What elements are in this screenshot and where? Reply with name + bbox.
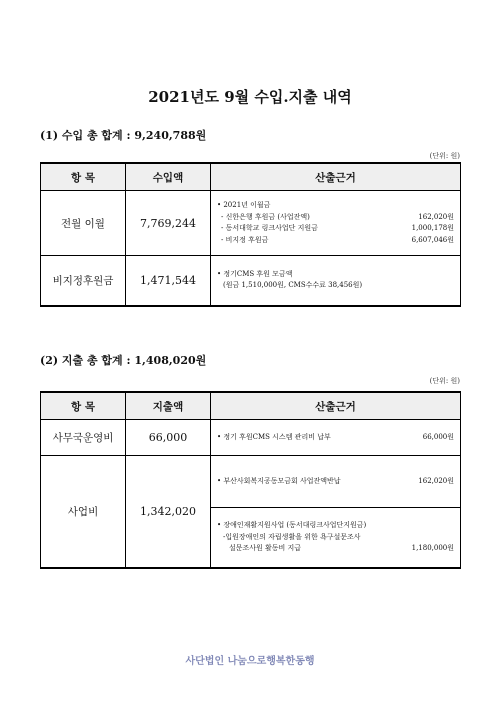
income-basis (211, 191, 461, 256)
basis-detail (217, 223, 454, 235)
basis-detail-value: 1,180,000원 (411, 544, 454, 552)
basis-line: (원금 1,510,000원, CMS수수료 38,456원) (223, 281, 363, 290)
basis-line: • 장애인재활지원사업 (동서대링크사업단지원금) (217, 521, 367, 529)
table-row (41, 420, 461, 456)
basis-detail-value: 6,607,046원 (411, 235, 454, 244)
income-category: 비지정후원금 (41, 256, 126, 306)
income-amount: 7,769,244 (126, 191, 211, 256)
basis-detail-value: 162,020원 (418, 212, 454, 221)
basis-detail-label: • 정기 후원CMS 시스템 관리비 납부 (217, 432, 331, 441)
expense-header-row (41, 392, 461, 420)
basis-line: -입원장애인의 자립생활을 위한 욕구설문조사 (223, 532, 361, 541)
income-basis (211, 256, 461, 306)
basis-detail (217, 476, 454, 488)
basis-detail-label: - 신한은행 후원금 (사업잔액) (221, 212, 310, 221)
basis-detail-label: • 부산사회복지공동모금회 사업잔액반납 (217, 476, 341, 485)
table-row (41, 256, 461, 306)
income-amount: 1,471,544 (126, 256, 211, 306)
expense-header-item: 항 목 (41, 392, 126, 420)
expense-amount: 66,000 (126, 420, 211, 456)
basis-detail-label: 설문조사원 활동비 지급 (229, 544, 302, 552)
page-title: 2021년도 9월 수입.지출 내역 (148, 88, 352, 106)
basis-detail-value: 66,000원 (422, 432, 454, 441)
expense-header-basis: 산출근거 (211, 392, 461, 420)
expense-header-amount: 지출액 (126, 392, 211, 420)
income-unit-note: (단위: 원) (429, 152, 460, 160)
expense-table (40, 391, 461, 569)
expense-category: 사무국운영비 (41, 420, 126, 456)
basis-detail (217, 432, 454, 444)
basis-detail (217, 235, 454, 247)
expense-basis (211, 420, 461, 456)
basis-detail (217, 212, 454, 224)
income-header-row (41, 163, 461, 191)
basis-detail-label: - 비지정 후원금 (221, 235, 269, 244)
expense-unit-note: (단위: 원) (429, 377, 460, 385)
income-header-item: 항 목 (41, 163, 126, 191)
basis-detail (217, 543, 454, 555)
income-category: 전월 이월 (41, 191, 126, 256)
basis-detail-value: 162,020원 (418, 476, 454, 485)
expense-basis (211, 508, 461, 568)
basis-detail-value: 1,000,178원 (411, 224, 454, 232)
table-row (41, 456, 461, 508)
income-table (40, 162, 461, 307)
expense-heading: (2) 지출 총 합계 : 1,408,020원 (40, 354, 207, 367)
organization-footer: 사단법인 나눔으로행복한동행 (185, 656, 315, 667)
expense-category: 사업비 (41, 456, 126, 568)
basis-line: • 정기CMS 후원 모금액 (217, 269, 293, 278)
expense-amount: 1,342,020 (126, 456, 211, 568)
income-heading: (1) 수입 총 합계 : 9,240,788원 (40, 129, 207, 142)
table-row (41, 191, 461, 256)
income-header-amount: 수입액 (126, 163, 211, 191)
basis-title: • 2021년 이월금 (217, 201, 271, 209)
basis-detail-label: - 동서대학교 링크사업단 지원금 (221, 224, 318, 232)
expense-basis (211, 456, 461, 508)
income-header-basis: 산출근거 (211, 163, 461, 191)
